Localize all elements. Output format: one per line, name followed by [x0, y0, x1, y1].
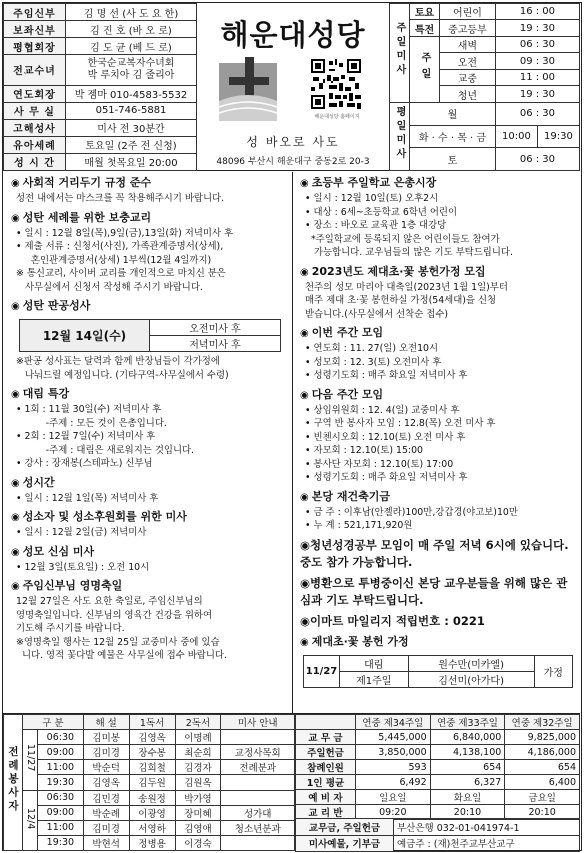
finance-label: 1인 평균 [296, 775, 356, 790]
notice-line: • 성령기도회 : 매주 화요일 저녁미사 후 [305, 370, 468, 381]
mass-time: 11 : 00 [495, 69, 579, 85]
class-time: 09:20 [356, 805, 431, 820]
bank-label: 미사예물, 기부금 [296, 835, 394, 852]
notice-line: • 대상 : 6세~초등학교 6학년 어린이 [305, 206, 458, 218]
server-cell [221, 775, 295, 790]
mass-time: 19 : 30 [495, 20, 579, 36]
finance-value: 4,138,100 [430, 745, 505, 760]
finance-value: 654 [430, 760, 505, 775]
notice-line: • 자모회 : 12.10(토) 15:00 [305, 445, 424, 456]
confession-slot: 오전미사 후 [150, 320, 281, 336]
server-cell: 김영옥 [129, 730, 175, 745]
mass-time: 06 : 30 [495, 36, 579, 52]
altar-week: 제1주일 [340, 671, 409, 687]
server-cell [221, 790, 295, 805]
finance-value: 6,840,000 [430, 730, 505, 745]
server-cell [221, 730, 295, 745]
finance-label: 주일헌금 [296, 745, 356, 760]
church-address: 48096 부산시 해운대구 중동2로 20-3 [216, 157, 370, 167]
sunday-label-text: 주일 [419, 51, 430, 84]
right-column [294, 172, 580, 713]
class-day: 일요일 [356, 790, 431, 805]
server-cell: 06:30 [38, 790, 84, 805]
notice-title-text: 제대초·꽃 봉헌 가정 [311, 634, 409, 648]
bank-account: 부산은행 032-01-041974-1 [394, 819, 580, 836]
servers-day [23, 790, 38, 850]
staff-value: 김 도 균 (베 드 로) [66, 38, 197, 55]
bank-info-table [295, 818, 580, 852]
sunday-mass-label-text: 주일미사 [394, 22, 405, 79]
notice-title: ◉ 성소자 및 성소후원회를 위한 미사 [11, 510, 187, 523]
notice-title-text: 본당 재건축기금 [311, 489, 390, 503]
sunday-mass-label [390, 4, 410, 103]
notice-line: 천주의 성모 마리아 대축일(2023년 1월 1일)부터 [305, 281, 508, 293]
server-cell: 09:00 [38, 805, 84, 820]
mass-time: 19:30 [537, 125, 579, 148]
notice-distancing [11, 175, 286, 206]
left-column [3, 172, 293, 713]
server-cell: 06:30 [38, 730, 84, 745]
server-cell: 김희철 [129, 760, 175, 775]
staff-value [66, 55, 197, 85]
notice-holy-hour [11, 475, 286, 506]
server-cell: 성가대 [221, 805, 295, 820]
notice-line: 가능합니다. 교우님들의 많은 기도 부탁드립니다. [305, 247, 513, 258]
notice-title: ◉ 주임신부님 영명축일 [11, 579, 123, 592]
notice-title: ◉ 다음 주간 모임 [300, 387, 384, 401]
servers-header: 해 설 [83, 715, 129, 730]
server-cell: 박순례 [83, 805, 129, 820]
notice-line: • 1회 : 11월 30일(수) 저녁미사 후 [16, 404, 162, 415]
server-cell: 송원정 [129, 790, 175, 805]
server-cell: 김미경 [83, 820, 129, 835]
notice-this-week [300, 325, 576, 383]
mass-time: 10:00 [495, 125, 537, 148]
mass-time: 06 : 30 [495, 102, 579, 125]
finance-label: 교 리 반 [296, 805, 356, 820]
notice-line: • 구역 반 봉사자 모임 : 12.8(목) 오전 미사 후 [305, 418, 496, 429]
altar-family-name: 원수만(미카엘) [408, 655, 534, 671]
server-cell: 이광영 [129, 805, 175, 820]
finance-table [295, 714, 580, 820]
notice-prayer-request: ◉병환으로 투병중이신 본당 교우분들을 위해 많은 관심과 기도 부탁드립니다. [300, 575, 568, 607]
server-cell [221, 835, 295, 850]
altar-week: 대림 [340, 655, 409, 671]
notice-text: 이마트 마일리지 적립번호 : 0221 [310, 613, 485, 628]
server-cell: 전례분과 [221, 760, 295, 775]
notice-grace-market [300, 175, 576, 260]
qr-caption: 해운대성당 홈페이지 [314, 114, 360, 120]
church-cross-icon [215, 55, 281, 125]
notice-line: • 제출 서류 : 신청서(사진), 가족관계증명서(상세), [16, 241, 224, 252]
notice-line: ※판공 성사표는 달력과 함께 반장님들이 각가정에 [16, 356, 220, 367]
server-cell: 교정사목회 [221, 745, 295, 760]
servers-day-text: 12/4 [25, 807, 36, 829]
notice-line: 매주 제대 초·꽃 봉헌하실 가정(54세대)을 신청 [305, 295, 497, 306]
server-cell: 19:30 [38, 775, 84, 790]
staff-key: 연도회장 [4, 85, 66, 102]
notice-text: 병환으로 투병중이신 본당 교우분들을 위해 많은 관심과 기도 부탁드립니다. [300, 575, 568, 607]
notice-title: ◉ 대림 특강 [11, 387, 70, 400]
notice-baptism-class [11, 210, 286, 295]
notice-title: ◉ 이번 주간 모임 [300, 326, 384, 339]
notice-line: • 상임위원회 : 12. 4(일) 교중미사 후 [305, 404, 460, 416]
notice-line: 영명축일입니다. 신부님의 영육간 건강을 위하여 [16, 609, 213, 621]
notice-line: • 금 주 : 이후남(안젤라)100만,강갑경(야고보)10만 [305, 506, 518, 518]
class-time: 20:10 [430, 805, 505, 820]
server-cell: 서영하 [129, 820, 175, 835]
mass-time: 16 : 00 [495, 4, 579, 20]
notice-line: • 장소 : 바오로 교육관 1층 대강당 [305, 220, 447, 231]
server-cell: 김영애 [175, 820, 221, 835]
notice-line: • 연도회 : 11. 27(일) 오전10시 [305, 343, 439, 354]
notice-altar-recruit [300, 264, 576, 322]
notice-title: ◉ 성모 신심 미사 [11, 544, 95, 558]
server-cell: 김두원 [129, 775, 175, 790]
notice-title: ◉ 본당 재건축기금 [300, 489, 390, 503]
qr-code-icon[interactable] [311, 59, 361, 109]
server-cell: 09:00 [38, 745, 84, 760]
notice-title-text: 주임신부님 영명축일 [22, 579, 123, 592]
notice-line: 니다. 영적 꽃다발 예물은 사무실에 접수 바랍니다. [16, 650, 227, 661]
notice-title-text: 성시간 [22, 475, 55, 489]
servers-title [4, 715, 23, 851]
class-day: 금요일 [505, 790, 580, 805]
servers-header: 1독서 [129, 715, 175, 730]
notice-line: 나눠드릴 예정입니다. (기타구역-사무실에서 수령) [16, 369, 229, 381]
notice-line: • 일시 : 12월 8일(목),9일(금),13일(화) 저녁미사 후 [16, 227, 234, 239]
notice-rebuild-fund [300, 489, 576, 533]
servers-header: 미사 안내 [221, 715, 295, 730]
confession-table [19, 319, 281, 352]
finance-header: 연중 제33주일 [430, 715, 505, 730]
server-cell: 박현석 [83, 835, 129, 850]
server-cell: 김미경 [83, 745, 129, 760]
church-logo-block [197, 3, 389, 171]
server-cell: 이명례 [175, 730, 221, 745]
staff-key: 보좌신부 [4, 21, 66, 38]
server-cell: 11:00 [38, 820, 84, 835]
notice-marian-mass [11, 544, 286, 575]
mass-name: 화 · 수 · 목 · 금 [410, 125, 496, 148]
server-cell: 11:00 [38, 760, 84, 775]
bank-holder: 예금주 : (재)천주교부산교구 [394, 835, 580, 852]
notice-line: 사무실에서 신청서 작성해 주시기 바랍니다. [16, 281, 203, 293]
notice-title-text: 성탄 판공성사 [22, 299, 91, 312]
notice-title-text: 2023년도 제대초·꽃 봉헌가정 모집 [311, 264, 486, 278]
mass-name: 토 [410, 148, 496, 171]
notice-altar-family [300, 634, 576, 688]
server-cell: 박순덕 [83, 760, 129, 775]
server-cell: 김영옥 [83, 775, 129, 790]
finance-corner [296, 715, 356, 730]
finance-value: 654 [505, 760, 580, 775]
server-cell: 김경자 [175, 760, 221, 775]
finance-label: 교 무 금 [296, 730, 356, 745]
special-label: 특전 [410, 20, 440, 36]
servers-header: 2독서 [175, 715, 221, 730]
mass-time: 09 : 30 [495, 53, 579, 69]
server-cell: 김원옥 [175, 775, 221, 790]
server-cell: 19:30 [38, 835, 84, 850]
notice-title-text: 초등부 주일학교 은총시장 [311, 176, 437, 189]
notice-line: • 일시 : 12월 1일(목) 저녁미사 후 [16, 492, 159, 504]
notice-line: -주제 : 모든 것이 은총입니다. [16, 417, 167, 429]
staff-key: 사 무 실 [4, 102, 66, 119]
altar-family-name: 김선미(아가다) [408, 671, 534, 687]
patron-saint: 성 바오로 사도 [246, 135, 340, 149]
notice-text: 청년성경공부 모임이 매 주일 저녁 6시에 있습니다. 중도 참가 가능합니다. [300, 537, 569, 569]
notice-line: 혼인관계증명서(상세) 1부씩(12월 4일까지) [16, 254, 212, 266]
altar-family-table [303, 655, 573, 688]
liturgy-servers-table [3, 714, 295, 851]
mass-name: 중고등부 [440, 20, 496, 36]
mass-name: 교중 [440, 69, 496, 85]
finance-value: 6,400 [505, 775, 580, 790]
bottom-section [3, 713, 580, 850]
finance-label: 예 비 자 [296, 790, 356, 805]
servers-day [23, 730, 38, 790]
staff-key: 고해성사 [4, 119, 66, 136]
mass-name: 청년 [440, 86, 496, 102]
finance-value: 6,492 [356, 775, 431, 790]
mass-name: 월 [410, 102, 496, 125]
finance-value: 9,825,000 [505, 730, 580, 745]
notice-line: • 빈첸시오회 : 12.10(토) 오전 미사 후 [305, 431, 466, 443]
notice-line: 성전 내에서는 마스크를 꼭 착용해주시기 바랍니다. [16, 193, 225, 204]
staff-value: 토요일 (2주 전 신청) [66, 136, 197, 153]
confession-date: 12월 14일(수) [20, 320, 150, 352]
weekday-mass-label-text: 평일미사 [394, 105, 405, 162]
mass-time: 06 : 30 [495, 148, 579, 171]
sunday-label [410, 36, 440, 102]
notice-line: ※ 통신교리, 사이버 교리를 개인적으로 마치신 분은 [16, 268, 226, 279]
notice-line: 기도해 주시기를 바랍니다. [16, 623, 125, 634]
weekday-mass-label [390, 102, 410, 170]
finance-value: 5,445,000 [356, 730, 431, 745]
staff-value: 매월 첫목요일 20:00 [66, 153, 197, 170]
saturday-label: 토요 [410, 4, 440, 20]
servers-day-text: 11/27 [25, 744, 36, 772]
notice-line: • 성령기도회 : 매주 화요일 저녁미사 후 [305, 472, 468, 483]
altar-family-suffix: 가정 [534, 655, 572, 687]
server-cell: 김미봉 [83, 730, 129, 745]
staff-value: 김 진 호 (바 오 로) [66, 21, 197, 38]
finance-label: 참례인원 [296, 760, 356, 775]
staff-key: 유아세례 [4, 136, 66, 153]
notice-feast-day [11, 578, 286, 663]
notice-title-text: 이번 주간 모임 [311, 326, 384, 339]
notice-line: 12월 27일은 사도 요한 축일로, 주임신부님의 [16, 596, 203, 607]
staff-table [3, 3, 197, 171]
notice-title-text: 성모 신심 미사 [22, 544, 95, 558]
staff-value-line1: 한국순교복자수녀회 [87, 57, 175, 69]
notice-vocation-mass [11, 509, 286, 540]
notice-line: • 12월 3일(토요일) : 오전 10시 [16, 561, 150, 573]
staff-value-line2: 박 루치아 김 줄리아 [87, 69, 175, 81]
notice-title: ◉ 제대초·꽃 봉헌 가정 [300, 634, 409, 648]
staff-key: 성 시 간 [4, 153, 66, 170]
notice-line: • 2회 : 12월 7일(수) 저녁미사 후 [16, 431, 156, 442]
notice-title: ◉ 성시간 [11, 475, 55, 489]
server-cell: 박가영 [175, 790, 221, 805]
staff-key: 평협회장 [4, 38, 66, 55]
server-cell: 이경숙 [175, 835, 221, 850]
notice-line: -주제 : 대림은 새로워지는 것입니다. [16, 444, 195, 456]
staff-key: 주임신부 [4, 4, 66, 21]
notice-line: • 일시 : 12월 2일(금) 저녁미사 [16, 527, 147, 538]
servers-title-text: 전례봉사자 [7, 746, 19, 814]
bulletin-page [2, 2, 582, 851]
staff-value: 박 젬마 010-4583-5532 [66, 85, 197, 102]
mass-time: 19 : 30 [495, 86, 579, 102]
notice-title-text: 성소자 및 성소후원회를 위한 미사 [22, 510, 187, 523]
notice-title: ◉ 성탄 판공성사 [11, 299, 91, 312]
finance-header: 연중 제34주일 [356, 715, 431, 730]
notice-next-week [300, 387, 576, 485]
mass-name: 오전 [440, 53, 496, 69]
altar-date: 11/27 [304, 655, 340, 687]
notice-line: • 일시 : 12월 10일(토) 오후2시 [305, 193, 439, 204]
server-cell: 김민경 [83, 790, 129, 805]
notice-confession [11, 298, 286, 382]
staff-value: 051-746-5881 [66, 102, 197, 119]
server-cell: 정병용 [129, 835, 175, 850]
server-cell: 청소년분과 [221, 820, 295, 835]
mass-name: 새벽 [440, 36, 496, 52]
server-cell: 장수봉 [129, 745, 175, 760]
finance-header: 연중 제32주일 [505, 715, 580, 730]
notice-title: ◉ 성탄 세례를 위한 보충교리 [11, 210, 152, 224]
mass-schedule-table [389, 3, 580, 171]
notice-line: • 봉사단 자모회 : 12.10(토) 17:00 [305, 458, 454, 470]
bank-label: 교무금, 주일헌금 [296, 819, 394, 836]
notice-title: ◉ 사회적 거리두기 규정 준수 [11, 176, 152, 189]
header [3, 3, 580, 171]
class-day: 화요일 [430, 790, 505, 805]
notice-line: *주일학교에 등록되지 않은 어린이들도 참여가 [305, 233, 500, 245]
servers-header: 구 분 [23, 715, 84, 730]
staff-key: 전교수녀 [4, 55, 66, 85]
class-time: 20:10 [505, 805, 580, 820]
notice-line: • 강사 : 장재봉(스테파노) 신부님 [16, 458, 153, 469]
notice-title-text: 성탄 세례를 위한 보충교리 [22, 210, 152, 224]
finance-value: 6,327 [430, 775, 505, 790]
mass-name: 어린이 [440, 4, 496, 20]
confession-slot: 저녁미사 후 [150, 336, 281, 352]
notice-line: • 성모회 : 12. 3(토) 오전미사 후 [305, 356, 442, 368]
notice-advent-lecture [11, 386, 286, 471]
notice-title-text: 대림 특강 [22, 387, 70, 400]
notice-title: ◉ 2023년도 제대초·꽃 봉헌가정 모집 [300, 264, 486, 278]
finance-value: 3,850,000 [356, 745, 431, 760]
server-cell: 장미혜 [175, 805, 221, 820]
church-name: 해운대성당 [220, 18, 366, 52]
notice-line: 받습니다.(사무실에서 선착순 접수) [305, 308, 449, 320]
notice-youth-bible: ◉청년성경공부 모임이 매 주일 저녁 6시에 있습니다. 중도 참가 가능합니다. [300, 537, 569, 569]
notice-title: ◉ 초등부 주일학교 은총시장 [300, 176, 437, 189]
notice-emart-mileage: ◉이마트 마일리지 적립번호 : 0221 [300, 613, 485, 628]
staff-value: 미사 전 30분간 [66, 119, 197, 136]
finance-value: 593 [356, 760, 431, 775]
notice-title-text: 사회적 거리두기 규정 준수 [22, 176, 152, 189]
notice-title-text: 다음 주간 모임 [311, 387, 384, 401]
staff-value: 김 명 선 (사 도 요 한) [66, 4, 197, 21]
server-cell: 최순희 [175, 745, 221, 760]
notice-line: ※영명축일 행사는 12월 25일 교중미사 중에 있습 [16, 636, 220, 648]
finance-value: 4,186,000 [505, 745, 580, 760]
notice-line: • 누 계 : 521,171,920원 [305, 520, 413, 531]
